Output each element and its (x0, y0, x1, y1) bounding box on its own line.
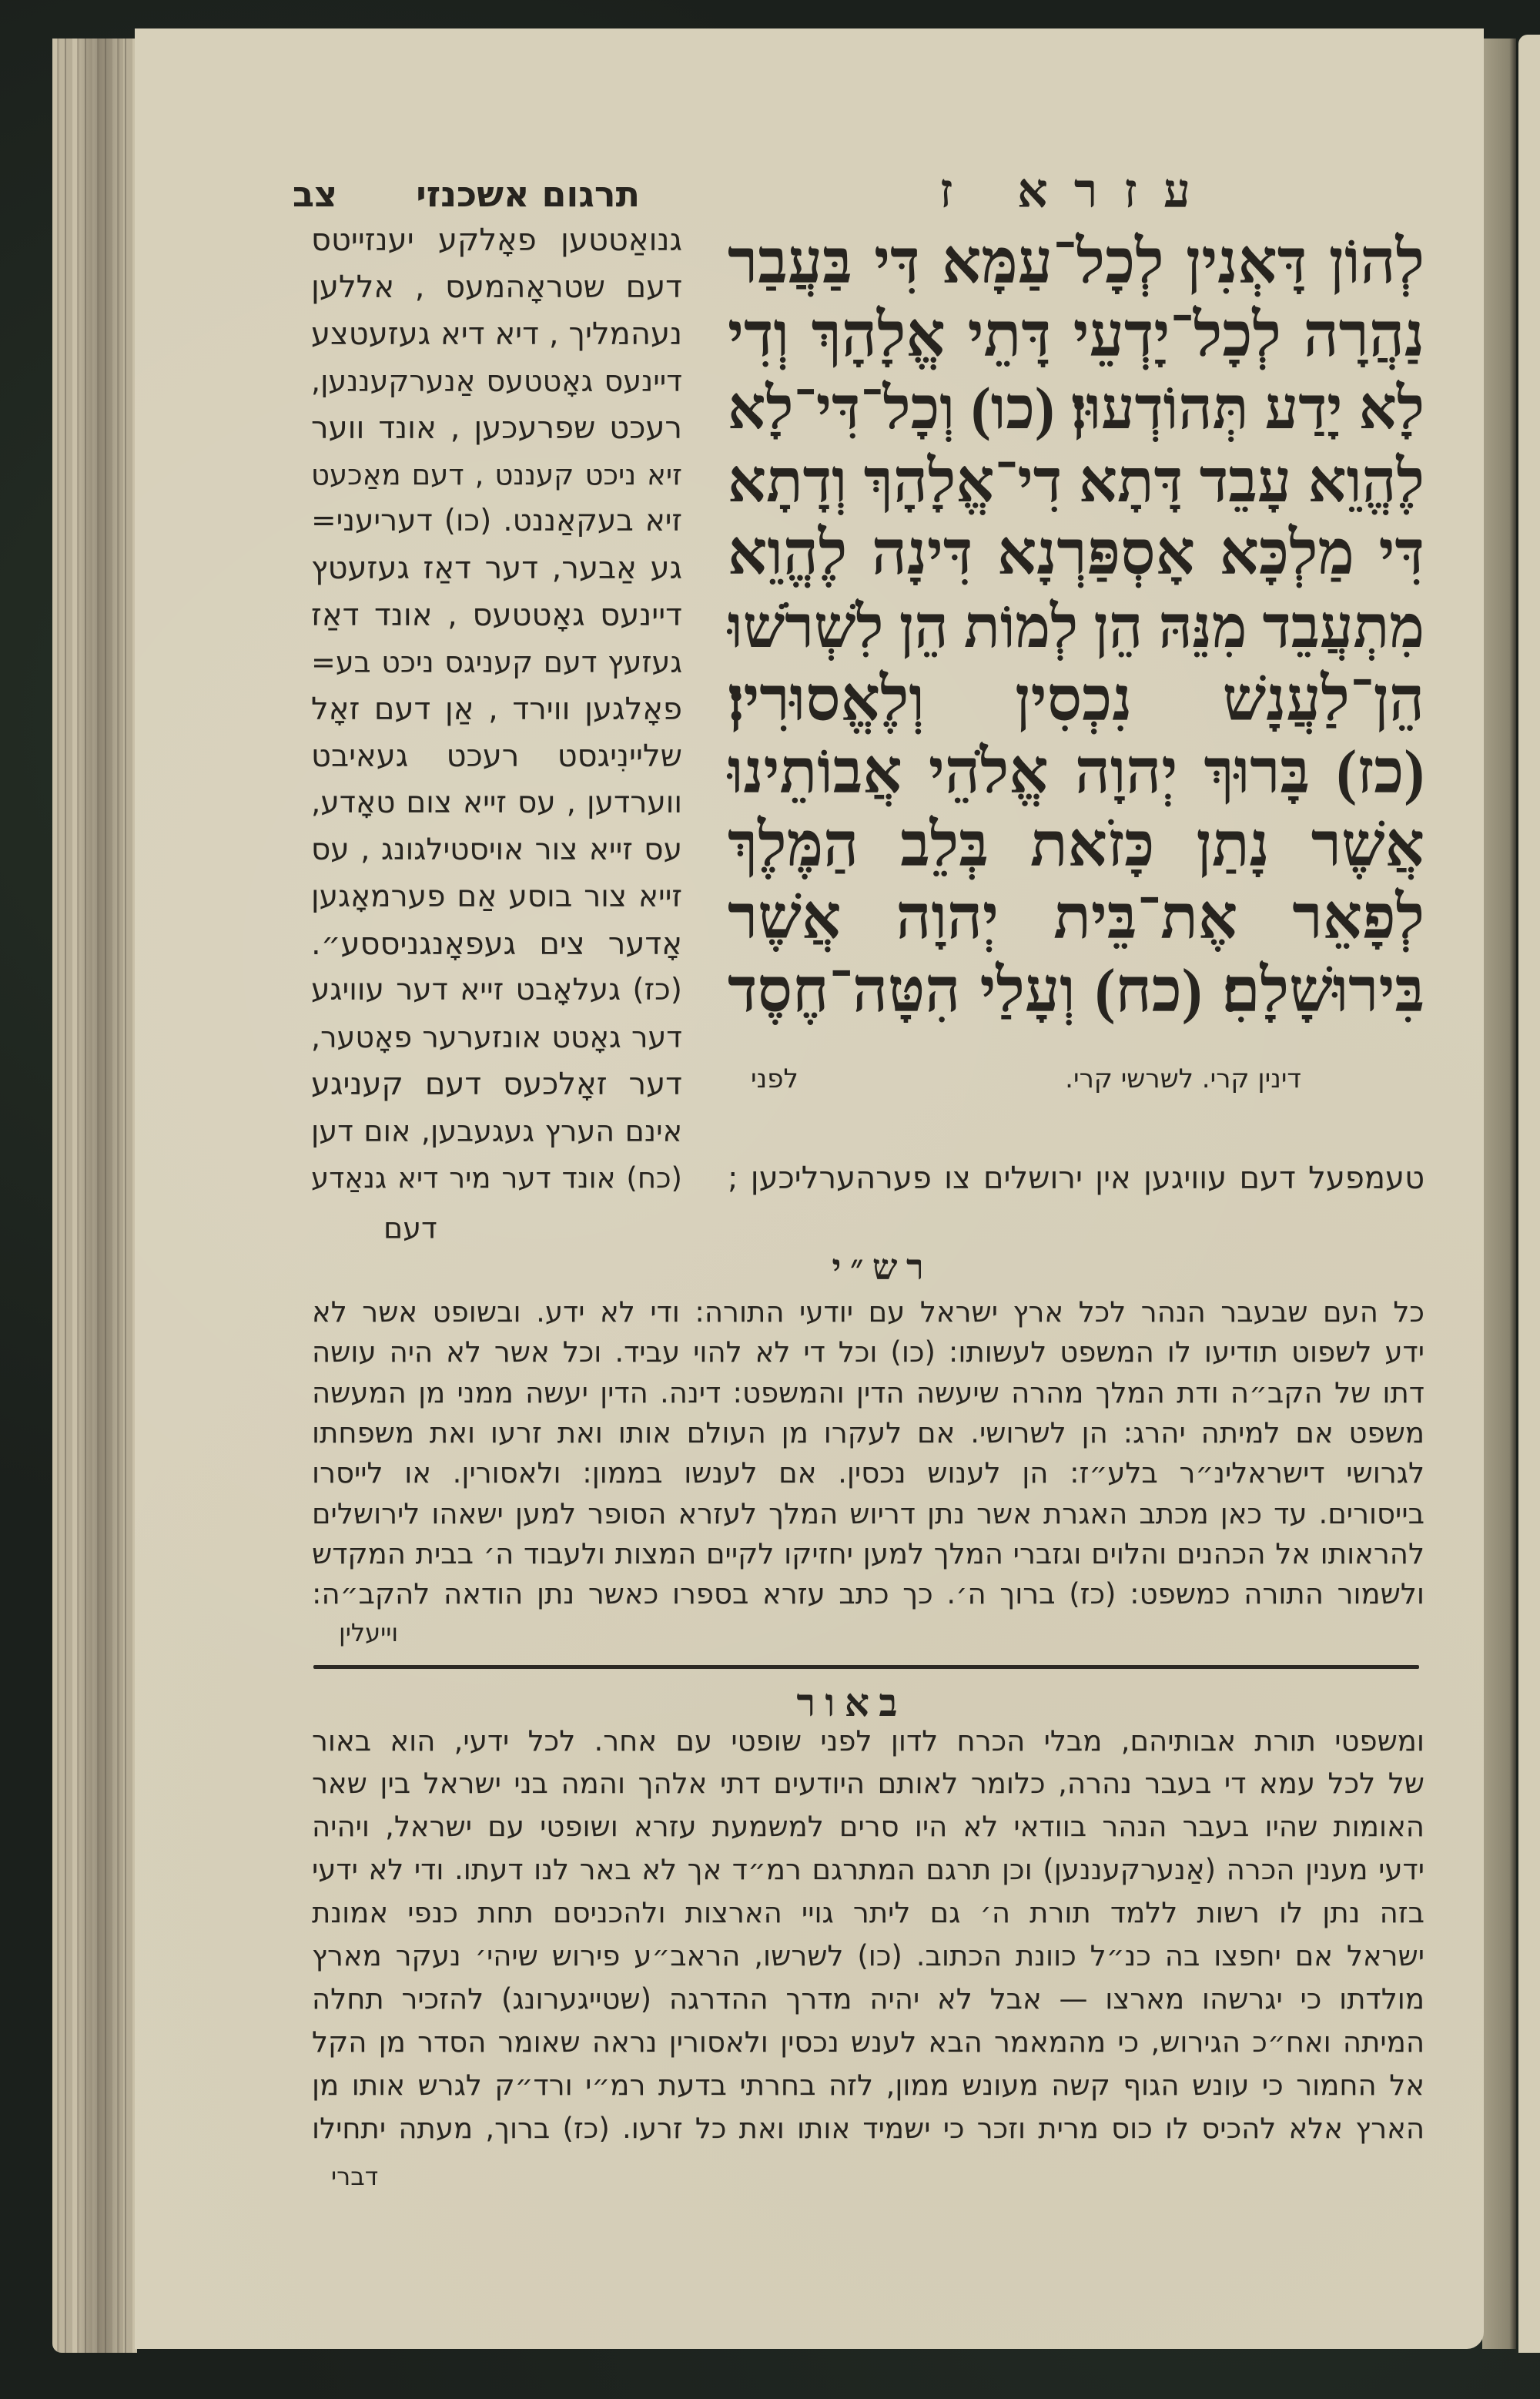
biur-line: הארץ אלא להכיס לו כוס מרית וזכר כי ישמיד אותו ואת כל זרעו. (כז) ברוך, מעתה יתחילו (312, 2111, 1424, 2145)
targum-line: עס זייא צור אויסטילגונג , עס (311, 832, 682, 867)
targum-line: דער זאָלכעס דעם קעניגע (311, 1067, 682, 1103)
biur-line: ידעי מענין הכרה (אַנערקעננען) וכן תרגם המתרגם רמ״ד אך לא באר לנו דעתו. ודי לא ידעי (312, 1853, 1424, 1887)
targum-line: זיא בעקאַננט. (כו) דעריעני= (311, 504, 682, 539)
biur-line: של לכל עמא די בעבר נהרה, כלומר לאותם היודעים דתי אלהך והמה בני ישראל בין שאר (312, 1767, 1424, 1801)
biur-line: ומשפטי תורת אבותיהם, מבלי הכרח לדון לפני שופטי עם אחר. לכל ידעי, הוא באור (312, 1724, 1424, 1757)
biur-title: ב א ו ר (796, 1681, 898, 1724)
page-number: צב (293, 173, 338, 215)
rashi-line: ידע לשפוט תודיעו לו המשפט לעשותו: (כו) וכל די לא להוי עביד. וכל אשר לא היה עושה (312, 1335, 1424, 1369)
verse-line: הֵן־לַעֲנָשׁ נִכְסִין וְלֶאֱסוּרִין׃ (728, 665, 1424, 734)
verse-line: לְהוֹן דָּאְנִין לְכָל־עַמָּא דִּי בַּעֲבַר (728, 229, 1424, 297)
targum-line: דעם שטראָהמעס , אללען (311, 269, 682, 305)
verse-line: מִתְעֲבֵד מִנֵּהּ הֵן לְמוֹת הֵן לִשְׁרֹשׁוּ (728, 594, 1424, 660)
targum-line: גע אַבער, דער דאַז געזעטץ (311, 551, 682, 587)
targum-line: זייא צור בוסע אַם פערמאָגען (311, 879, 682, 914)
targum-catchword: דעם (383, 1211, 437, 1245)
biur-line: המיתה ואח״כ הגירוש, כי מהמאמר הבא לענש נכסין ולאסורין נראה שאומר הסדר מן הקל (312, 2025, 1424, 2059)
rashi-line: בייסורים. עד כאן מכתב האגרת אשר נתן דריוש המלך לעזרא הסופר למען ישאהו לירושלים (312, 1496, 1424, 1530)
biur-line: מולדתו כי יגרשהו מארצו — אבל לא יהיה מדרך ההדרגה (שטייגערונג) להזכיר תחלה (312, 1982, 1424, 2015)
keri-note: דינין קרי. לשרשי קרי. (1065, 1064, 1301, 1094)
biur-catchword: דברי (331, 2162, 379, 2191)
rashi-line: לגרושי דישראלינ״ר בלע״ז: הן לענוש נכסין. אם לענשו בממון: ולאסורין. או לייסרו (312, 1456, 1424, 1490)
rashi-line: להראותו אל הכהנים והלוים וגזברי המלך למען יחזיקו לקיים המצות ולעבוד ה׳ בבית המקדש (312, 1536, 1424, 1570)
biur-line: אל החמור כי עונש הגוף קשה מעונש ממון, לזה בחרתי בדעת רמ״י ורד״ק לגרש אותו מן (312, 2068, 1424, 2102)
targum-line: רעכט שפרעכען , אונד ווער (311, 410, 682, 446)
targum-line: דיינעס גאָטטעס אַנערקעננען, (311, 364, 682, 398)
targum-line: דיינעס גאָטטעס , אונד דאַז (311, 598, 682, 634)
targum-line: נעהמליך , דיא דיא געזעטצע (311, 316, 682, 352)
targum-continuation: טעמפעל דעם עוויגען אין ירושלים צו פערהערליכען ; (728, 1161, 1424, 1196)
verse-line: לְפָאֵר אֶת־בֵּית יְהוָה אֲשֶׁר (728, 884, 1424, 953)
biur-line: בזה נתן לו רשות ללמד תורת ה׳ גם ליתר גויי הארצות ולהכניסם תחת כנפי אמונת (312, 1896, 1424, 1930)
targum-line: דער גאָטט אונזערער פאָטער, (311, 1020, 682, 1055)
verse-line: לָא יָדַע תְּהוֹדְעוּן׃ (כו) וְכָל־דִּי־לָא (728, 375, 1424, 442)
page-edges (52, 39, 137, 2353)
verse-line: לֶהֱוֵא עָבֵד דָּתָא דִי־אֱלָהָךְ וְדָתָא (728, 447, 1424, 514)
targum-line: זיא ניכט קעננט , דעם מאַכעט (311, 457, 682, 491)
targum-line: פאָלגען ווירד , אַן דעם זאָל (311, 692, 682, 727)
book-gutter (1482, 39, 1516, 2349)
main-catchword: לפני (751, 1064, 798, 1094)
targum-line: גנואַטטען פאָלקע יענזייטס (311, 223, 682, 258)
rashi-line: דתו של הקב״ה ודת המלך מהרה שיעשה הדין והמשפט: דינה. הדין יעשה ממני מן המעשה (312, 1375, 1424, 1409)
verse-line: נַהֲרָה לְכָל־יָדְעֵי דָּתֵי אֱלָהָךְ וְדִי (728, 301, 1424, 370)
facing-page-edge (1518, 35, 1540, 2353)
targum-line: (כח) אונד דער מיר דיא גנאַדע (311, 1161, 682, 1194)
verse-line: בִּירוּשָׁלָםִ׃ (כח) וְעָלַי הִטָּה־חֶסֶד (728, 957, 1424, 1025)
targum-line: ווערדען , עס זייא צום טאָדע, (311, 785, 682, 820)
rashi-line: משפט אם למיתה יהרג: הן לשרושי. אם לעקרו מן העולם אותו ואת זרעו ואת משפחתו (312, 1416, 1424, 1449)
biur-line: ישראל אם יחפצו בה כנ״ל כוונת הכתוב. (כו) לשרשו, הראב״ע פירוש שיהי׳ נעקר מארץ (312, 1939, 1424, 1972)
targum-line: געזעץ דעם קעניגס ניכט בע= (311, 645, 682, 680)
targum-line: אינם הערץ געגעבען, אום דען (311, 1114, 682, 1149)
verse-line: דִּי מַלְכָּא אָסְפַּרְנָא דִּינָה לֶהֱוֵא (728, 520, 1424, 588)
targum-line: (כז) געלאָבט זייא דער עוויגע (311, 973, 682, 1008)
verse-line: אֲשֶׁר נָתַן כָּזֹאת בְּלֵב הַמֶּלֶךְ (728, 811, 1424, 880)
targum-line: אָדער צים געפאָנגניססע״. (311, 926, 682, 962)
targum-line: שליינִיגסט רעכט געאיבט (311, 738, 682, 774)
section-divider (313, 1665, 1419, 1669)
rashi-line: כל העם שבעבר הנהר לכל ארץ ישראל עם יודעי התורה: ודי לא ידע. ובשופט אשר לא (312, 1295, 1424, 1328)
verse-line: (כז) בָּרוּךְ יְהוָה אֱלֹהֵי אֲבוֹתֵינוּ (728, 739, 1424, 807)
rashi-line: ולשמור התורה כמשפט: (כז) ברוך ה׳. כך כתב עזרא בספרו כאשר נתן הודאה להקב״ה: (312, 1577, 1424, 1611)
biur-line: האומות שהיו בעבר הנהר בוודאי לא היו סרים למשמעת עזרא ושופטי עם ישראל, ויהיה (312, 1810, 1424, 1844)
targum-title: תרגום אשכנזי (416, 173, 640, 215)
rashi-title: ר ש ״ י (832, 1248, 924, 1287)
book-title: עזרא ז (939, 166, 1217, 218)
rashi-catchword: וייעלין (339, 1618, 399, 1647)
targum-header (293, 173, 640, 216)
